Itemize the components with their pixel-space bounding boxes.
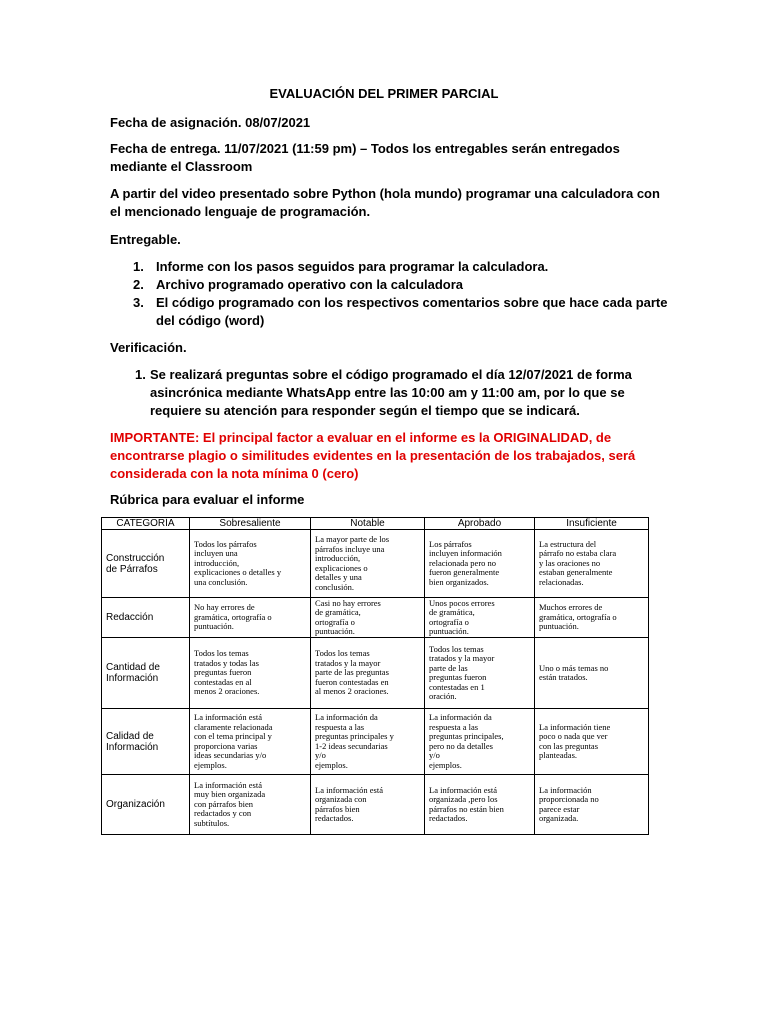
list-item <box>133 258 673 276</box>
table-cell: Todos los temas tratados y la mayor parte de las preguntas fueron contestadas en 1 oración. <box>425 638 535 709</box>
list-text: Informe con los pasos seguidos para programar la calculadora. <box>156 259 549 274</box>
list-item <box>133 276 673 294</box>
table-cell: Todos los temas tratados y todas las preguntas fueron contestadas en al menos 2 oraciones. <box>190 638 311 709</box>
table-row <box>102 638 649 709</box>
list-number: 1. <box>135 367 146 382</box>
assignment-date: Fecha de asignación. 08/07/2021 <box>110 115 311 130</box>
table-cell: La mayor parte de los párrafos incluye una introducción, explicaciones o detalles y una conclusión. <box>311 530 425 598</box>
list-number: 1. <box>133 259 144 274</box>
list-number: 3. <box>133 295 144 310</box>
column-header: Insuficiente <box>535 518 649 530</box>
table-header-row <box>102 518 649 530</box>
list-number: 2. <box>133 277 144 292</box>
table-cell: Los párrafos incluyen información relacionada pero no fueron generalmente bien organizados. <box>425 530 535 598</box>
table-cell: No hay errores de gramática, ortografía o puntuación. <box>190 598 311 638</box>
column-header: Sobresaliente <box>190 518 311 530</box>
deliverables-heading: Entregable. <box>110 232 181 247</box>
table-row <box>102 775 649 835</box>
table-cell: Todos los párrafos incluyen una introducción, explicaciones o detalles y una conclusión. <box>190 530 311 598</box>
category-cell: Redacción <box>102 598 190 638</box>
important-note: IMPORTANTE: El principal factor a evaluar en el informe es la ORIGINALIDAD, de encontrarse plagio o similitudes evidentes en la presentación de los trabajados, será considerada con la nota mínima 0 (cero) <box>110 430 636 481</box>
category-cell: Construcción de Párrafos <box>102 530 190 598</box>
table-row <box>102 598 649 638</box>
deliverables-list <box>133 258 673 330</box>
verification-heading: Verificación. <box>110 340 187 355</box>
table-cell: La información está organizada con párrafos bien redactados. <box>311 775 425 835</box>
list-text: Archivo programado operativo con la calculadora <box>156 277 464 292</box>
table-cell: Casi no hay errores de gramática, ortografía o puntuación. <box>311 598 425 638</box>
list-item <box>135 366 675 420</box>
table-row <box>102 530 649 598</box>
rubric-heading: Rúbrica para evaluar el informe <box>110 492 305 507</box>
page-title: EVALUACIÓN DEL PRIMER PARCIAL <box>269 86 499 101</box>
task-description: A partir del video presentado sobre Python (hola mundo) programar una calculadora con el mencionado lenguaje de programación. <box>110 186 660 219</box>
column-header: Notable <box>311 518 425 530</box>
table-row <box>102 709 649 775</box>
table-cell: La información tiene poco o nada que ver con las preguntas planteadas. <box>535 709 649 775</box>
table-cell: La información da respuesta a las preguntas principales, pero no da detalles y/o ejemplos. <box>425 709 535 775</box>
verification-list <box>135 366 675 420</box>
table-cell: Unos pocos errores de gramática, ortografía o puntuación. <box>425 598 535 638</box>
list-text: El código programado con los respectivos comentarios sobre que hace cada parte del código (word) <box>156 295 668 328</box>
table-cell: Todos los temas tratados y la mayor parte de las preguntas fueron contestadas en al menos 2 oraciones. <box>311 638 425 709</box>
list-item <box>133 294 673 330</box>
table-cell: La información está organizada ,pero los párrafos no están bien redactados. <box>425 775 535 835</box>
table-cell: La estructura del párrafo no estaba clara y las oraciones no estaban generalmente relacionadas. <box>535 530 649 598</box>
list-text: Se realizará preguntas sobre el código programado el día 12/07/2021 de forma asincrónica mediante WhatsApp entre las 10:00 am y 11:00 am, por lo que se requiere su atención para responder según el tiempo que se indicará. <box>150 367 632 418</box>
table-cell: La información da respuesta a las preguntas principales y 1-2 ideas secundarias y/o ejemplos. <box>311 709 425 775</box>
category-cell: Cantidad de Información <box>102 638 190 709</box>
table-cell: La información está muy bien organizada con párrafos bien redactados y con subtítulos. <box>190 775 311 835</box>
table-cell: La información está claramente relacionada con el tema principal y proporciona varias ideas secundarias y/o ejemplos. <box>190 709 311 775</box>
category-cell: Calidad de Información <box>102 709 190 775</box>
due-date: Fecha de entrega. 11/07/2021 (11:59 pm) – Todos los entregables serán entregados mediante el Classroom <box>110 141 620 174</box>
table-cell: La información proporcionada no parece estar organizada. <box>535 775 649 835</box>
column-header: CATEGORÍA <box>102 518 190 530</box>
rubric-table <box>101 517 649 835</box>
column-header: Aprobado <box>425 518 535 530</box>
table-cell: Uno o más temas no están tratados. <box>535 638 649 709</box>
category-cell: Organización <box>102 775 190 835</box>
table-cell: Muchos errores de gramática, ortografía o puntuación. <box>535 598 649 638</box>
